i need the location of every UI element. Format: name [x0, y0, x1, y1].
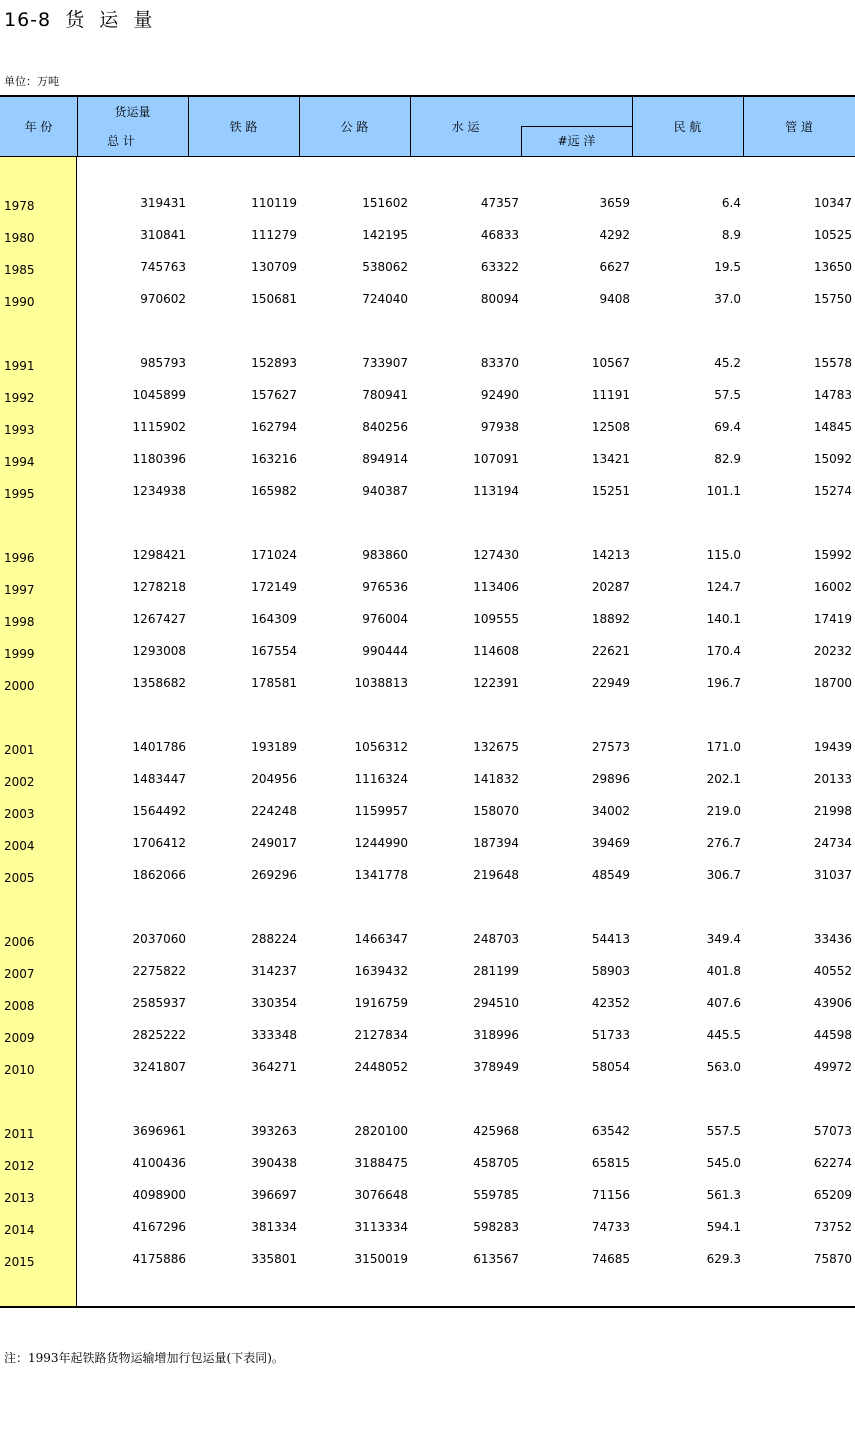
cell-total: 1278218	[132, 580, 186, 594]
cell-air: 563.0	[706, 1060, 741, 1074]
table-row	[0, 1252, 855, 1270]
cell-road: 1159957	[354, 804, 408, 818]
cell-water: 598283	[473, 1220, 519, 1234]
table-row	[0, 228, 855, 246]
cell-rail: 165982	[251, 484, 297, 498]
cell-air: 557.5	[706, 1124, 741, 1138]
unit-label: 单位：万吨	[4, 75, 59, 88]
cell-air: 276.7	[706, 836, 741, 850]
cell-rail: 393263	[251, 1124, 297, 1138]
cell-water: 132675	[473, 740, 519, 754]
cell-total: 2037060	[132, 932, 186, 946]
cell-ocean: 58903	[591, 964, 630, 978]
row-year: 1990	[4, 295, 35, 309]
cell-rail: 390438	[251, 1156, 297, 1170]
row-year: 1985	[4, 263, 35, 277]
cell-total: 745763	[140, 260, 186, 274]
cell-pipe: 10525	[813, 228, 852, 242]
cell-total: 319431	[140, 196, 186, 210]
row-year: 2006	[4, 935, 35, 949]
header-total-bottom: 总 计	[107, 134, 135, 148]
cell-total: 310841	[140, 228, 186, 242]
table-row	[0, 964, 855, 982]
cell-road: 538062	[362, 260, 408, 274]
cell-water: 109555	[473, 612, 519, 626]
cell-pipe: 43906	[813, 996, 852, 1010]
cell-pipe: 21998	[813, 804, 852, 818]
cell-road: 1341778	[354, 868, 408, 882]
row-year: 2007	[4, 967, 35, 981]
cell-water: 559785	[473, 1188, 519, 1202]
cell-air: 37.0	[714, 292, 741, 306]
cell-pipe: 57073	[813, 1124, 852, 1138]
cell-water: 63322	[480, 260, 519, 274]
cell-ocean: 71156	[591, 1188, 630, 1202]
cell-water: 425968	[473, 1124, 519, 1138]
cell-ocean: 22949	[591, 676, 630, 690]
cell-total: 1115902	[132, 420, 186, 434]
table-row	[0, 452, 855, 470]
cell-pipe: 75870	[813, 1252, 852, 1266]
cell-pipe: 13650	[813, 260, 852, 274]
cell-air: 19.5	[714, 260, 741, 274]
cell-pipe: 20232	[813, 644, 852, 658]
cell-ocean: 48549	[591, 868, 630, 882]
cell-water: 248703	[473, 932, 519, 946]
cell-pipe: 17419	[813, 612, 852, 626]
header-water: 水 运	[451, 120, 480, 134]
cell-pipe: 31037	[813, 868, 852, 882]
cell-rail: 157627	[251, 388, 297, 402]
cell-air: 140.1	[706, 612, 741, 626]
cell-ocean: 4292	[599, 228, 630, 242]
table-row	[0, 1028, 855, 1046]
cell-air: 124.7	[706, 580, 741, 594]
cell-rail: 335801	[251, 1252, 297, 1266]
cell-rail: 224248	[251, 804, 297, 818]
cell-road: 1916759	[354, 996, 408, 1010]
cell-pipe: 49972	[813, 1060, 852, 1074]
cell-total: 1293008	[132, 644, 186, 658]
table-row	[0, 260, 855, 278]
row-year: 2012	[4, 1159, 35, 1173]
cell-total: 1862066	[132, 868, 186, 882]
cell-air: 69.4	[714, 420, 741, 434]
cell-total: 1234938	[132, 484, 186, 498]
page-title: 16-8 货 运 量	[4, 9, 154, 31]
row-year: 1994	[4, 455, 35, 469]
cell-water: 294510	[473, 996, 519, 1010]
table-row	[0, 580, 855, 598]
table-row	[0, 1188, 855, 1206]
cell-pipe: 62274	[813, 1156, 852, 1170]
cell-total: 1298421	[132, 548, 186, 562]
table-row	[0, 484, 855, 502]
table-row	[0, 772, 855, 790]
cell-ocean: 51733	[591, 1028, 630, 1042]
header-divider	[77, 97, 78, 157]
cell-road: 724040	[362, 292, 408, 306]
cell-rail: 396697	[251, 1188, 297, 1202]
row-year: 1997	[4, 583, 35, 597]
cell-total: 4167296	[132, 1220, 186, 1234]
row-year: 1991	[4, 359, 35, 373]
row-year: 2001	[4, 743, 35, 757]
header-year: 年 份	[24, 120, 53, 134]
row-year: 1992	[4, 391, 35, 405]
cell-air: 101.1	[706, 484, 741, 498]
cell-rail: 314237	[251, 964, 297, 978]
cell-road: 1639432	[354, 964, 408, 978]
cell-air: 306.7	[706, 868, 741, 882]
cell-pipe: 16002	[813, 580, 852, 594]
cell-pipe: 18700	[813, 676, 852, 690]
cell-ocean: 74733	[591, 1220, 630, 1234]
row-year: 2005	[4, 871, 35, 885]
cell-water: 158070	[473, 804, 519, 818]
cell-water: 92490	[480, 388, 519, 402]
header-road: 公 路	[340, 120, 369, 134]
row-year: 1993	[4, 423, 35, 437]
row-year: 2008	[4, 999, 35, 1013]
cell-ocean: 42352	[591, 996, 630, 1010]
cell-road: 1038813	[354, 676, 408, 690]
cell-pipe: 24734	[813, 836, 852, 850]
cell-pipe: 19439	[813, 740, 852, 754]
cell-road: 1466347	[354, 932, 408, 946]
cell-air: 401.8	[706, 964, 741, 978]
cell-rail: 330354	[251, 996, 297, 1010]
cell-ocean: 6627	[599, 260, 630, 274]
table-row	[0, 932, 855, 950]
cell-water: 107091	[473, 452, 519, 466]
cell-water: 613567	[473, 1252, 519, 1266]
cell-pipe: 15092	[813, 452, 852, 466]
header-rail: 铁 路	[229, 120, 258, 134]
table-row	[0, 996, 855, 1014]
cell-road: 1244990	[354, 836, 408, 850]
header-total-top: 货运量	[114, 105, 151, 119]
table-row	[0, 356, 855, 374]
cell-road: 894914	[362, 452, 408, 466]
cell-air: 594.1	[706, 1220, 741, 1234]
footnote: 注：1993年起铁路货物运输增加行包运量(下表同)。	[4, 1351, 284, 1365]
table-row	[0, 196, 855, 214]
cell-rail: 167554	[251, 644, 297, 658]
cell-rail: 172149	[251, 580, 297, 594]
row-year: 2010	[4, 1063, 35, 1077]
cell-air: 82.9	[714, 452, 741, 466]
cell-total: 1358682	[132, 676, 186, 690]
cell-water: 46833	[480, 228, 519, 242]
cell-rail: 111279	[251, 228, 297, 242]
cell-rail: 178581	[251, 676, 297, 690]
cell-pipe: 33436	[813, 932, 852, 946]
cell-ocean: 14213	[591, 548, 630, 562]
cell-total: 1180396	[132, 452, 186, 466]
header-air: 民 航	[673, 120, 702, 134]
cell-road: 3076648	[354, 1188, 408, 1202]
cell-water: 127430	[473, 548, 519, 562]
cell-road: 2820100	[354, 1124, 408, 1138]
cell-ocean: 27573	[591, 740, 630, 754]
cell-water: 113194	[473, 484, 519, 498]
row-year: 2015	[4, 1255, 35, 1269]
cell-ocean: 63542	[591, 1124, 630, 1138]
cell-ocean: 18892	[591, 612, 630, 626]
row-year: 2009	[4, 1031, 35, 1045]
cell-pipe: 15274	[813, 484, 852, 498]
cell-pipe: 73752	[813, 1220, 852, 1234]
cell-air: 219.0	[706, 804, 741, 818]
cell-rail: 164309	[251, 612, 297, 626]
cell-road: 976004	[362, 612, 408, 626]
cell-ocean: 39469	[591, 836, 630, 850]
cell-ocean: 29896	[591, 772, 630, 786]
cell-rail: 381334	[251, 1220, 297, 1234]
cell-water: 141832	[473, 772, 519, 786]
cell-total: 3696961	[132, 1124, 186, 1138]
row-year: 1996	[4, 551, 35, 565]
cell-water: 83370	[480, 356, 519, 370]
cell-air: 629.3	[706, 1252, 741, 1266]
row-year: 1980	[4, 231, 35, 245]
cell-ocean: 10567	[591, 356, 630, 370]
cell-total: 1706412	[132, 836, 186, 850]
cell-pipe: 14783	[813, 388, 852, 402]
cell-total: 4175886	[132, 1252, 186, 1266]
table-bottom-rule	[0, 1306, 855, 1308]
cell-ocean: 58054	[591, 1060, 630, 1074]
table-row	[0, 292, 855, 310]
header-divider	[299, 97, 300, 157]
cell-ocean: 15251	[591, 484, 630, 498]
cell-water: 281199	[473, 964, 519, 978]
cell-road: 3188475	[354, 1156, 408, 1170]
cell-ocean: 54413	[591, 932, 630, 946]
cell-rail: 193189	[251, 740, 297, 754]
cell-air: 202.1	[706, 772, 741, 786]
cell-rail: 249017	[251, 836, 297, 850]
table-row	[0, 1124, 855, 1142]
header-ocean: #远 洋	[557, 134, 596, 148]
row-year: 2004	[4, 839, 35, 853]
cell-total: 1483447	[132, 772, 186, 786]
table-row	[0, 676, 855, 694]
cell-pipe: 20133	[813, 772, 852, 786]
cell-pipe: 15992	[813, 548, 852, 562]
cell-rail: 364271	[251, 1060, 297, 1074]
cell-ocean: 34002	[591, 804, 630, 818]
cell-air: 561.3	[706, 1188, 741, 1202]
cell-road: 983860	[362, 548, 408, 562]
cell-water: 318996	[473, 1028, 519, 1042]
cell-water: 219648	[473, 868, 519, 882]
table-row	[0, 1220, 855, 1238]
cell-road: 142195	[362, 228, 408, 242]
cell-water: 97938	[480, 420, 519, 434]
cell-air: 349.4	[706, 932, 741, 946]
row-year: 1998	[4, 615, 35, 629]
cell-road: 733907	[362, 356, 408, 370]
cell-ocean: 12508	[591, 420, 630, 434]
cell-road: 780941	[362, 388, 408, 402]
cell-rail: 163216	[251, 452, 297, 466]
cell-rail: 110119	[251, 196, 297, 210]
cell-pipe: 14845	[813, 420, 852, 434]
table-row	[0, 548, 855, 566]
header-divider	[410, 97, 411, 157]
cell-ocean: 65815	[591, 1156, 630, 1170]
cell-road: 1056312	[354, 740, 408, 754]
cell-air: 115.0	[706, 548, 741, 562]
row-year: 2014	[4, 1223, 35, 1237]
cell-road: 2127834	[354, 1028, 408, 1042]
cell-air: 170.4	[706, 644, 741, 658]
cell-air: 171.0	[706, 740, 741, 754]
table-row	[0, 868, 855, 886]
cell-rail: 162794	[251, 420, 297, 434]
cell-road: 1116324	[354, 772, 408, 786]
row-year: 1978	[4, 199, 35, 213]
header-divider	[521, 127, 522, 157]
cell-road: 3150019	[354, 1252, 408, 1266]
row-year: 2013	[4, 1191, 35, 1205]
table-row	[0, 1060, 855, 1078]
cell-water: 80094	[480, 292, 519, 306]
cell-air: 45.2	[714, 356, 741, 370]
cell-pipe: 15750	[813, 292, 852, 306]
header-divider	[188, 97, 189, 157]
row-year: 2011	[4, 1127, 35, 1141]
table-header	[0, 95, 855, 157]
header-subdivider	[521, 126, 632, 127]
table-row	[0, 644, 855, 662]
cell-rail: 150681	[251, 292, 297, 306]
cell-ocean: 9408	[599, 292, 630, 306]
cell-air: 57.5	[714, 388, 741, 402]
cell-air: 445.5	[706, 1028, 741, 1042]
cell-total: 2825222	[132, 1028, 186, 1042]
cell-road: 840256	[362, 420, 408, 434]
cell-air: 545.0	[706, 1156, 741, 1170]
cell-rail: 171024	[251, 548, 297, 562]
row-year: 2003	[4, 807, 35, 821]
cell-pipe: 15578	[813, 356, 852, 370]
cell-air: 8.9	[721, 228, 741, 242]
cell-total: 4098900	[132, 1188, 186, 1202]
cell-air: 196.7	[706, 676, 741, 690]
cell-total: 985793	[140, 356, 186, 370]
table-row	[0, 420, 855, 438]
cell-rail: 204956	[251, 772, 297, 786]
cell-pipe: 65209	[813, 1188, 852, 1202]
cell-ocean: 3659	[599, 196, 630, 210]
cell-water: 187394	[473, 836, 519, 850]
cell-total: 2275822	[132, 964, 186, 978]
cell-total: 1564492	[132, 804, 186, 818]
cell-road: 151602	[362, 196, 408, 210]
cell-water: 47357	[480, 196, 519, 210]
cell-pipe: 44598	[813, 1028, 852, 1042]
cell-rail: 152893	[251, 356, 297, 370]
row-year: 1999	[4, 647, 35, 661]
cell-ocean: 11191	[591, 388, 630, 402]
cell-total: 2585937	[132, 996, 186, 1010]
cell-pipe: 40552	[813, 964, 852, 978]
row-year: 2002	[4, 775, 35, 789]
cell-total: 1267427	[132, 612, 186, 626]
cell-total: 4100436	[132, 1156, 186, 1170]
cell-total: 1045899	[132, 388, 186, 402]
table-row	[0, 388, 855, 406]
row-year: 2000	[4, 679, 35, 693]
cell-water: 458705	[473, 1156, 519, 1170]
cell-ocean: 74685	[591, 1252, 630, 1266]
row-year: 1995	[4, 487, 35, 501]
cell-rail: 269296	[251, 868, 297, 882]
cell-total: 1401786	[132, 740, 186, 754]
cell-total: 3241807	[132, 1060, 186, 1074]
cell-pipe: 10347	[813, 196, 852, 210]
cell-water: 122391	[473, 676, 519, 690]
cell-total: 970602	[140, 292, 186, 306]
cell-water: 114608	[473, 644, 519, 658]
cell-air: 6.4	[721, 196, 741, 210]
cell-rail: 130709	[251, 260, 297, 274]
table-row	[0, 1156, 855, 1174]
cell-ocean: 20287	[591, 580, 630, 594]
cell-ocean: 13421	[591, 452, 630, 466]
freight-table	[0, 95, 855, 1308]
cell-ocean: 22621	[591, 644, 630, 658]
table-row	[0, 804, 855, 822]
header-divider	[743, 97, 744, 157]
cell-rail: 333348	[251, 1028, 297, 1042]
table-row	[0, 740, 855, 758]
table-row	[0, 612, 855, 630]
header-pipe: 管 道	[785, 120, 813, 134]
header-divider	[632, 97, 633, 157]
cell-road: 976536	[362, 580, 408, 594]
cell-road: 990444	[362, 644, 408, 658]
cell-road: 940387	[362, 484, 408, 498]
table-row	[0, 836, 855, 854]
cell-water: 378949	[473, 1060, 519, 1074]
cell-road: 3113334	[354, 1220, 408, 1234]
cell-road: 2448052	[354, 1060, 408, 1074]
cell-rail: 288224	[251, 932, 297, 946]
cell-air: 407.6	[706, 996, 741, 1010]
cell-water: 113406	[473, 580, 519, 594]
